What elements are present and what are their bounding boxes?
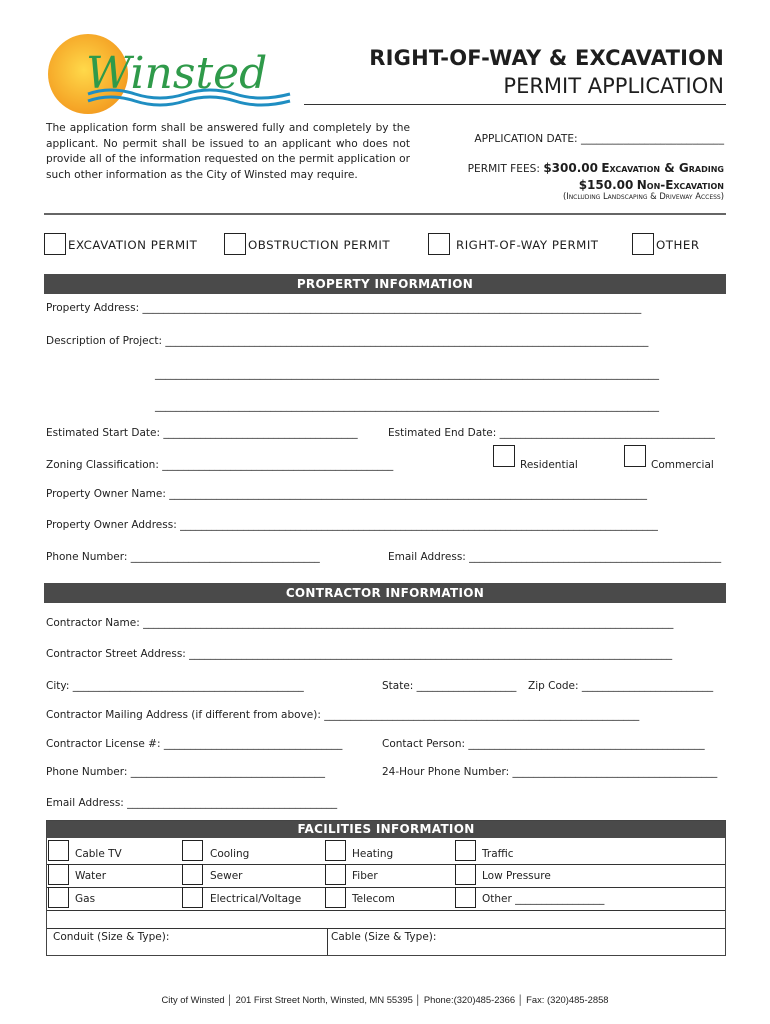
cooling-label: Cooling — [210, 848, 250, 860]
fees-label: PERMIT FEES: — [467, 163, 544, 175]
facilities-row-divider — [47, 887, 725, 888]
footer — [0, 994, 770, 1005]
contractor-state-field[interactable]: State: ___________________ — [382, 680, 517, 692]
footer-city: City of Winsted — [161, 994, 225, 1005]
permit-fees — [468, 160, 724, 194]
other-permit-checkbox[interactable] — [632, 233, 654, 255]
sewer-label: Sewer — [210, 870, 243, 882]
heating-label: Heating — [352, 848, 394, 860]
traffic-label: Traffic — [482, 848, 514, 860]
logo-text: Winsted — [86, 48, 268, 99]
fiber-label: Fiber — [352, 870, 378, 882]
property-address-field[interactable]: Property Address: _______________________________________________________________________________________________ — [46, 302, 642, 314]
property-section-header: PROPERTY INFORMATION — [44, 274, 726, 294]
contractor-section-header: CONTRACTOR INFORMATION — [44, 583, 726, 603]
gas-checkbox[interactable] — [48, 887, 69, 908]
contractor-city-field[interactable]: City: ____________________________________________ — [46, 680, 304, 692]
fee-note: (Including Landscaping & Driveway Access) — [562, 191, 724, 201]
contractor-street-field[interactable]: Contractor Street Address: ____________________________________________________________________________________________ — [46, 648, 673, 660]
form-title-line2: PERMIT APPLICATION — [503, 74, 724, 98]
low-pressure-checkbox[interactable] — [455, 864, 476, 885]
start-date-field[interactable]: Estimated Start Date: _____________________________________ — [46, 427, 358, 439]
owner-name-field[interactable]: Property Owner Name: ___________________________________________________________________________________________ — [46, 488, 647, 500]
fee2-desc: Non-Excavation — [636, 178, 724, 192]
contractor-email-field[interactable]: Email Address: ________________________________________ — [46, 797, 338, 809]
facilities-row-divider — [47, 910, 725, 911]
traffic-checkbox[interactable] — [455, 840, 476, 861]
residential-label: Residential — [520, 459, 578, 471]
cable-field[interactable]: Cable (Size & Type): — [331, 931, 437, 943]
commercial-checkbox[interactable] — [624, 445, 646, 467]
footer-fax: Fax: (320)485-2858 — [526, 994, 609, 1005]
section-divider — [44, 213, 726, 215]
other-facility-checkbox[interactable] — [455, 887, 476, 908]
contractor-24hr-phone-field[interactable]: 24-Hour Phone Number: _______________________________________ — [382, 766, 718, 778]
facilities-row-divider — [47, 864, 725, 865]
footer-separator: │ — [415, 994, 422, 1005]
excavation-permit-label: EXCAVATION PERMIT — [68, 238, 198, 252]
contractor-mailing-field[interactable]: Contractor Mailing Address (if different from above): ____________________________________________________________ — [46, 709, 640, 721]
application-date-field[interactable]: APPLICATION DATE: ___________________________ — [474, 133, 724, 145]
fee1-amount: $300.00 — [543, 161, 598, 175]
fee2-amount: $150.00 — [578, 178, 634, 192]
obstruction-permit-label: OBSTRUCTION PERMIT — [248, 238, 391, 252]
telecom-label: Telecom — [352, 893, 395, 905]
right-of-way-permit-label: RIGHT-OF-WAY PERMIT — [456, 238, 599, 252]
footer-separator: │ — [227, 994, 234, 1005]
fee1-desc: Excavation & Grading — [601, 161, 724, 175]
intro-paragraph: The application form shall be answered fully and completely by the applicant. No permit shall be issued to an applicant who does not provide all of the information requested on the permit application or such other information as the City of Winsted may require. — [46, 122, 410, 181]
contractor-license-field[interactable]: Contractor License #: __________________________________ — [46, 738, 343, 750]
project-description-field[interactable]: Description of Project: ____________________________________________________________________________________________ — [46, 335, 649, 347]
cooling-checkbox[interactable] — [182, 840, 203, 861]
project-description-line3[interactable]: ________________________________________________________________________________________________ — [155, 400, 659, 412]
property-phone-field[interactable]: Phone Number: ____________________________________ — [46, 551, 320, 563]
contractor-phone-field[interactable]: Phone Number: _____________________________________ — [46, 766, 325, 778]
conduit-field[interactable]: Conduit (Size & Type): — [53, 931, 170, 943]
facilities-section-header: FACILITIES INFORMATION — [47, 821, 725, 838]
property-email-field[interactable]: Email Address: ________________________________________________ — [388, 551, 722, 563]
zoning-field[interactable]: Zoning Classification: ____________________________________________ — [46, 459, 394, 471]
low-pressure-label: Low Pressure — [482, 870, 551, 882]
facilities-row-divider — [47, 928, 725, 929]
cable-tv-checkbox[interactable] — [48, 840, 69, 861]
right-of-way-permit-checkbox[interactable] — [428, 233, 450, 255]
electrical-voltage-checkbox[interactable] — [182, 887, 203, 908]
gas-label: Gas — [75, 893, 96, 905]
title-divider — [304, 104, 726, 105]
cable-tv-label: Cable TV — [75, 848, 122, 860]
contractor-zip-field[interactable]: Zip Code: _________________________ — [528, 680, 714, 692]
end-date-field[interactable]: Estimated End Date: _________________________________________ — [388, 427, 715, 439]
other-permit-label: OTHER — [656, 238, 700, 252]
sewer-checkbox[interactable] — [182, 864, 203, 885]
electrical-voltage-label: Electrical/Voltage — [210, 893, 302, 905]
contact-person-field[interactable]: Contact Person: _____________________________________________ — [382, 738, 705, 750]
winsted-logo — [40, 32, 300, 114]
footer-phone: Phone:(320)485-2366 — [423, 994, 516, 1005]
commercial-label: Commercial — [651, 459, 714, 471]
heating-checkbox[interactable] — [325, 840, 346, 861]
water-label: Water — [75, 870, 107, 882]
form-title-line1: RIGHT-OF-WAY & EXCAVATION — [369, 46, 724, 70]
owner-address-field[interactable]: Property Owner Address: ___________________________________________________________________________________________ — [46, 519, 658, 531]
excavation-permit-checkbox[interactable] — [44, 233, 66, 255]
facilities-col-divider — [327, 928, 328, 955]
obstruction-permit-checkbox[interactable] — [224, 233, 246, 255]
water-checkbox[interactable] — [48, 864, 69, 885]
other-facility-field[interactable]: Other _________________ — [482, 893, 605, 905]
footer-address: 201 First Street North, Winsted, MN 55395 — [235, 994, 413, 1005]
residential-checkbox[interactable] — [493, 445, 515, 467]
footer-separator: │ — [517, 994, 524, 1005]
contractor-name-field[interactable]: Contractor Name: _____________________________________________________________________________________________________ — [46, 617, 674, 629]
telecom-checkbox[interactable] — [325, 887, 346, 908]
fiber-checkbox[interactable] — [325, 864, 346, 885]
project-description-line2[interactable]: ________________________________________________________________________________________________ — [155, 368, 659, 380]
